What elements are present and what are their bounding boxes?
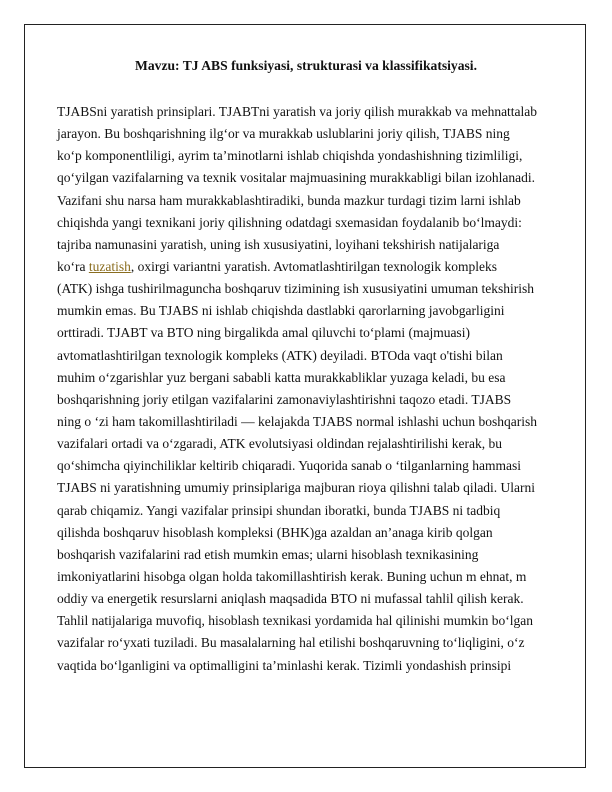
text-line: qo‘shimcha qiyinchiliklar keltirib chiqaradi. Yuqorida sanab o ‘tilganlarning hammasi: [57, 458, 522, 474]
text-line: jarayon. Bu boshqarishning ilg‘or va murakkab uslublarini joriy qilish, TJABS ning: [57, 126, 510, 142]
text-line: qilishda boshqaruv hisoblash kompleksi (BHK)ga azaldan an’anaga kirib qolgan: [57, 524, 493, 540]
text-line: TJABS ni yaratishning umumiy prinsiplariga majburan rioya qilishni talab qiladi. Ularni: [57, 480, 536, 496]
text-line-with-link: [57, 256, 567, 278]
text-line: tajriba namunasini yaratish, uning ish xususiyatini, loyihani tekshirish natijalariga: [57, 236, 500, 252]
text-line: boshqarishning joriy etilgan vazifalarini zamonaviylashtirishni taqozo etadi. TJABS: [57, 391, 512, 407]
text-segment: ko‘ra: [57, 258, 89, 274]
tuzatish-link[interactable]: tuzatish: [88, 258, 131, 274]
text-line: Vazifani shu narsa ham murakkablashtiradiki, bunda mazkur turdagi tizim larni ishlab: [57, 192, 521, 208]
text-segment: , oxirgi variantni yaratish. Avtomatlashtirilgan texnologik kompleks: [130, 258, 498, 274]
document-title: Mavzu: TJ ABS funksiyasi, strukturasi va klassifikatsiyasi.: [135, 58, 477, 73]
text-line: ning o ‘zi ham takomillashtiriladi — kelajakda TJABS normal ishlashi uchun boshqarish: [57, 413, 538, 429]
text-line: avtomatlashtirilgan texnologik kompleks (ATK) deyiladi. BTOda vaqt o'tishi bilan: [57, 347, 503, 363]
text-line: imkoniyatlarini hisobga olgan holda takomillashtirish kerak. Buning uchun m ehnat, m: [57, 568, 527, 584]
text-line: muhim o‘zgarishlar yuz bergani sababli katta murakkabliklar yuzaga keladi, bu esa: [57, 369, 506, 385]
text-line: mumkin emas. Bu TJABS ni ishlab chiqishda dastlabki qarorlarning javobgarligini: [57, 303, 505, 319]
text-line: ko‘p komponentliligi, ayrim ta’minotlarni ishlab chiqishda yondashishning tizimliligi,: [57, 148, 523, 164]
text-line: vazifalari ortadi va o‘zgaradi, ATK evolutsiyasi oldindan rejalashtirilishi kerak, bu: [57, 436, 502, 452]
text-line: (ATK) ishga tushirilmaguncha boshqaruv tizimining ish xususiyatini umuman tekshirish: [57, 281, 534, 297]
text-line: Tahlil natijalariga muvofiq, hisoblash texnikasi yordamida hal qilinishi mumkin bo‘lgan: [57, 613, 533, 629]
text-line: vazifalar ro‘yxati tuziladi. Bu masalalarning hal etilishi boshqaruvning to‘liqligini, o‘z: [57, 635, 525, 651]
text-line: oddiy va energetik resurslarni aniqlash maqsadida BTO ni mufassal tahlil qilish kerak.: [57, 591, 524, 607]
text-line: vaqtida bo‘lganligini va optimalligini ta’minlashi kerak. Tizimli yondashish prinsipi: [57, 657, 512, 673]
text-line: qarab chiqamiz. Yangi vazifalar prinsipi shundan iboratki, bunda TJABS ni tadbiq: [57, 502, 501, 518]
text-line: boshqarish vazifalarini rad etish mumkin emas; ularni hisoblash texnikasining: [57, 546, 479, 562]
text-line: TJABSni yaratish prinsiplari. TJABTni yaratish va joriy qilish murakkab va mehnattalab: [57, 104, 538, 119]
body-text: [57, 101, 567, 677]
text-line: chiqishda yangi texnikani joriy qilishning odatdagi sxemasidan foydalanib bo‘lmaydi:: [57, 214, 522, 230]
text-line: orttiradi. TJABT va BTO ning birgalikda amal qiluvchi to‘plami (majmuasi): [57, 325, 470, 341]
text-line: qo‘yilgan vazifalarning va texnik vositalar majmuasining murakkabligi bilan izohlanadi.: [57, 170, 535, 186]
